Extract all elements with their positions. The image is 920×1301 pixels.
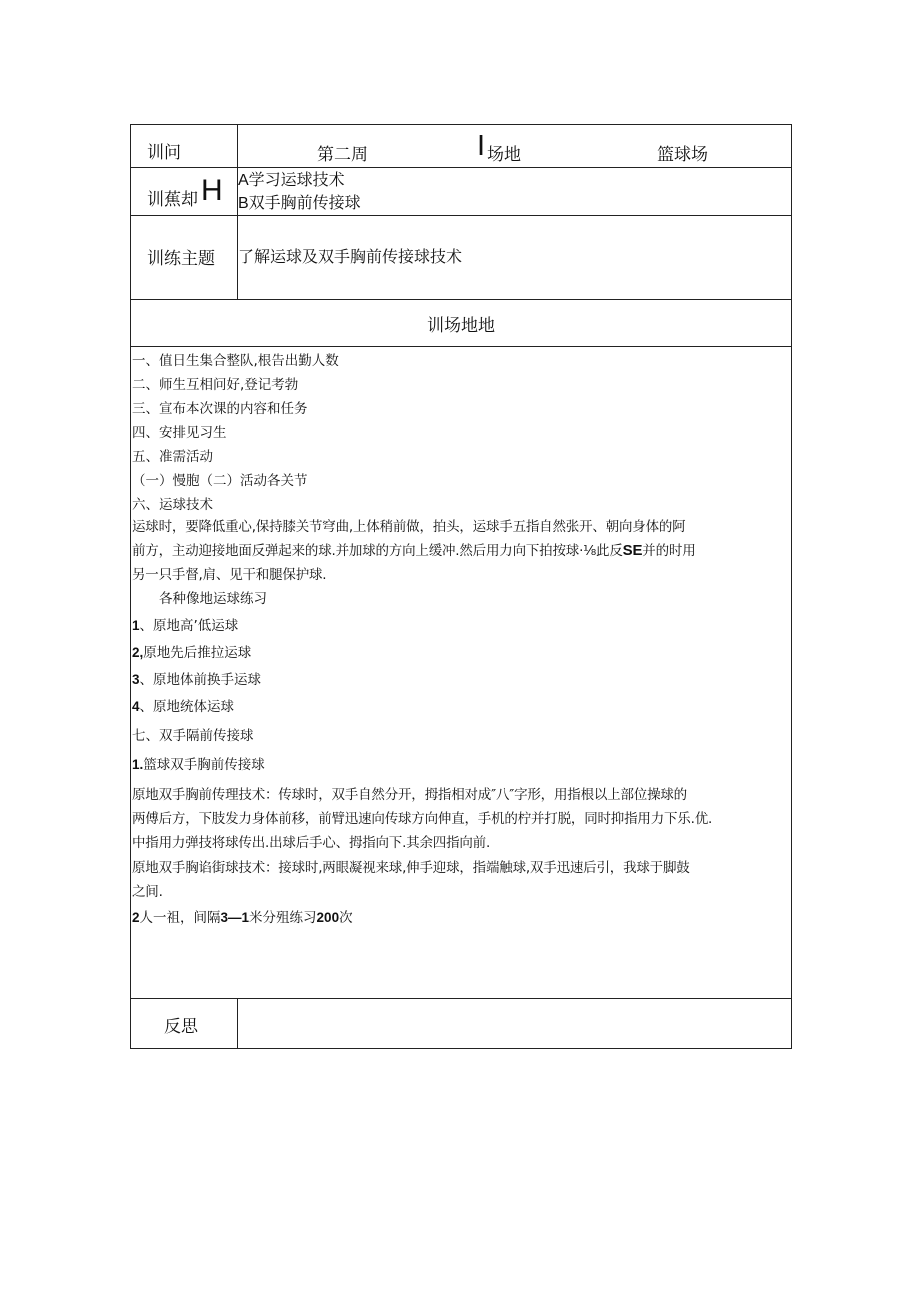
step-item: 二、师生互相问好,登记考勃 (132, 377, 299, 393)
pass-subheading: 1.篮球双手胸前传接球 (132, 757, 265, 773)
row-divider (131, 215, 791, 216)
dribble-line: 另一只手督,肩、见干和腿保护球. (132, 567, 327, 583)
drill-item: 2,原地先后推拉运球 (132, 645, 252, 661)
catch-technique (132, 856, 790, 904)
step-item: 三、宣布本次课的内容和任务 (132, 401, 308, 417)
section-title: 训场地地 (427, 316, 495, 336)
step-item: 一、值日生集合整队,根告出勤人数 (132, 353, 339, 369)
item-b-text: 双手胸前传接球 (248, 193, 361, 212)
step-item: 五、准需活动 (132, 449, 213, 465)
drill-number: 4 (132, 699, 140, 714)
pass-heading: 七、双手隔前传接球 (132, 728, 254, 744)
week-value: 第二周 (317, 145, 368, 165)
content-item-a (238, 172, 345, 189)
theme-label: 训练主题 (147, 249, 215, 269)
drill-item: 3、原地体前换手运球 (132, 672, 262, 688)
venue-marker: I (477, 130, 486, 162)
dribble-line: 前方，主动迎接地面反弹起来的球.并加球的方向上缓冲.然后用力向下拍按球·⅛此反SE并的时用 (132, 542, 696, 559)
item-a-text: 学习运球技术 (248, 170, 345, 189)
theme-value: 了解运球及双手胸前传接球技术 (238, 247, 463, 266)
steps-list (132, 349, 790, 517)
catch-line: 原地双手胸谄街球技术：接球时,两眼凝视来球,伸手迎球，指端触球,双手迅速后引，我球于脚鼓 (132, 860, 690, 876)
step-item: （一）慢胞（二）活动各关节 (132, 473, 308, 489)
pass-line: 中指用力弹技将球传出.出球后手心、拇指向下.其余四指向前. (132, 835, 491, 851)
drill-number: 2, (132, 645, 144, 660)
dribble-line: 运球时，要降低重心,保持膝关节穹曲,上体稍前做，拍头，运球手五指自然张开、朝向身体的阿 (132, 519, 686, 535)
column-divider (237, 998, 238, 1049)
step-item: 四、安排见习生 (132, 425, 227, 441)
content-item-b (238, 195, 361, 212)
catch-line: 之间. (132, 884, 163, 900)
dribble-technique (132, 515, 790, 587)
lesson-plan-table (130, 124, 792, 1049)
content-label-big: H (201, 174, 223, 207)
dribble-se: SE (622, 542, 643, 559)
row-divider (131, 346, 791, 347)
venue-label: 场地 (487, 145, 521, 165)
drill-number: 3 (132, 672, 140, 687)
drill-number: 1 (132, 618, 140, 633)
pass-line: 两傅后方，下肢发力身体前移，前臂迅速向传球方向伸直，手机的柠并打脱，同时抑指用力下乐.优. (132, 811, 713, 827)
row-divider (131, 299, 791, 300)
column-divider (237, 125, 238, 299)
item-b-letter: B (238, 195, 249, 212)
row-divider (131, 998, 791, 999)
item-a-letter: A (238, 172, 249, 189)
venue-value: 篮球场 (657, 145, 708, 165)
practice-instruction: 2人一祖，间隔3—1米分殂练习200次 (132, 910, 353, 926)
content-label: 训蕉却 (147, 190, 198, 210)
drill-heading: 各种像地运球练习 (159, 591, 267, 607)
time-label: 训问 (147, 143, 181, 163)
drill-item: 4、原地统体运球 (132, 699, 235, 715)
row-divider (131, 167, 791, 168)
pass-line: 原地双手胸前传理技术：传球时，双手自然分开，拇指相对成″八″字形，用指根以上部位操球的 (132, 787, 687, 803)
reflection-label: 反思 (164, 1017, 198, 1037)
drill-item: 1、原地高’低运球 (132, 618, 239, 634)
step-item: 六、运球技术 (132, 497, 213, 513)
pass-technique (132, 783, 790, 855)
